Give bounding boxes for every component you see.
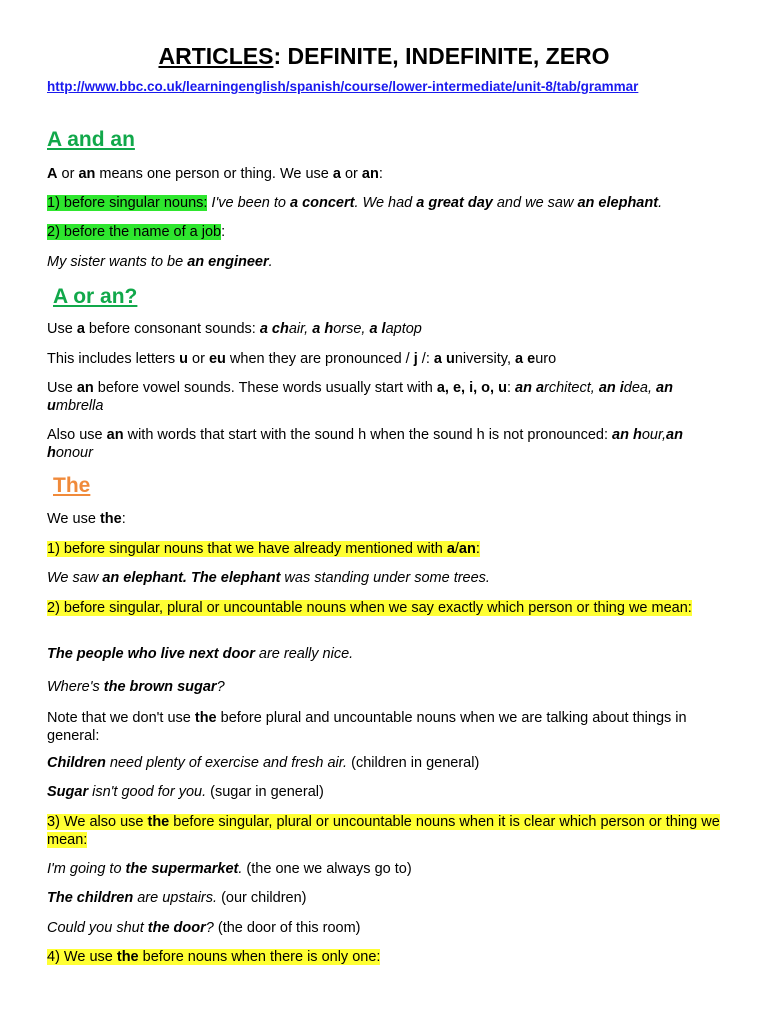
heading-the: The — [53, 474, 91, 497]
the-intro: We use the: — [47, 511, 126, 527]
the-rule-2: 2) before singular, plural or uncountable nouns when we say exactly which person or thing we mean: — [47, 600, 692, 616]
the-example-3c: Could you shut the door? (the door of this room) — [47, 920, 361, 936]
page-title — [0, 42, 768, 70]
the-rule-4: 4) We use the before nouns when there is only one: — [47, 949, 381, 965]
the-example-general-2: Sugar isn't good for you. (sugar in general) — [47, 784, 324, 800]
a-or-an-line-2: This includes letters u or eu when they are pronounced / j /: a university, a euro — [47, 351, 557, 367]
a-or-an-line-4: Also use an with words that start with the sound h when the sound h is not pronounced: an hour,an honour — [47, 427, 683, 461]
the-example-general-1: Children need plenty of exercise and fresh air. (children in general) — [47, 755, 480, 771]
title-articles: ARTICLES — [158, 43, 274, 69]
the-example-2a: The people who live next door are really nice. — [47, 646, 354, 662]
the-example-3a: I'm going to the supermarket. (the one we always go to) — [47, 861, 412, 877]
title-rest: : DEFINITE, INDEFINITE, ZERO — [273, 43, 610, 69]
a-or-an-line-1: Use a before consonant sounds: a chair, a horse, a laptop — [47, 321, 422, 337]
a-and-an-example-2: My sister wants to be an engineer. — [47, 254, 273, 270]
the-rule-1: 1) before singular nouns that we have already mentioned with a/an: — [47, 541, 480, 557]
a-and-an-rule-2: 2) before the name of a job: — [47, 224, 226, 240]
heading-a-or-an: A or an? — [53, 285, 138, 308]
rule-2-label: 2) before the name of a job — [47, 224, 222, 240]
a-or-an-line-3: Use an before vowel sounds. These words usually start with a, e, i, o, u: an architect, an idea, an umbrella — [47, 380, 673, 414]
the-example-3b: The children are upstairs. (our children) — [47, 890, 307, 906]
heading-a-and-an: A and an — [47, 128, 135, 151]
the-rule-3: 3) We also use the before singular, plural or uncountable nouns when it is clear which person or thing we mean: — [47, 814, 720, 848]
a-and-an-intro: A or an means one person or thing. We use a or an: — [47, 166, 383, 182]
rule-1-label: 1) before singular nouns: — [47, 195, 208, 211]
a-and-an-rule-1: 1) before singular nouns: I've been to a concert. We had a great day and we saw an elephant. — [47, 195, 663, 211]
the-note: Note that we don't use the before plural and uncountable nouns when we are talking about things in general: — [47, 710, 687, 744]
bbc-grammar-link[interactable]: http://www.bbc.co.uk/learningenglish/spanish/course/lower-intermediate/unit-8/tab/grammar — [47, 79, 639, 94]
the-example-2b: Where's the brown sugar? — [47, 679, 225, 695]
the-example-1: We saw an elephant. The elephant was standing under some trees. — [47, 570, 490, 586]
